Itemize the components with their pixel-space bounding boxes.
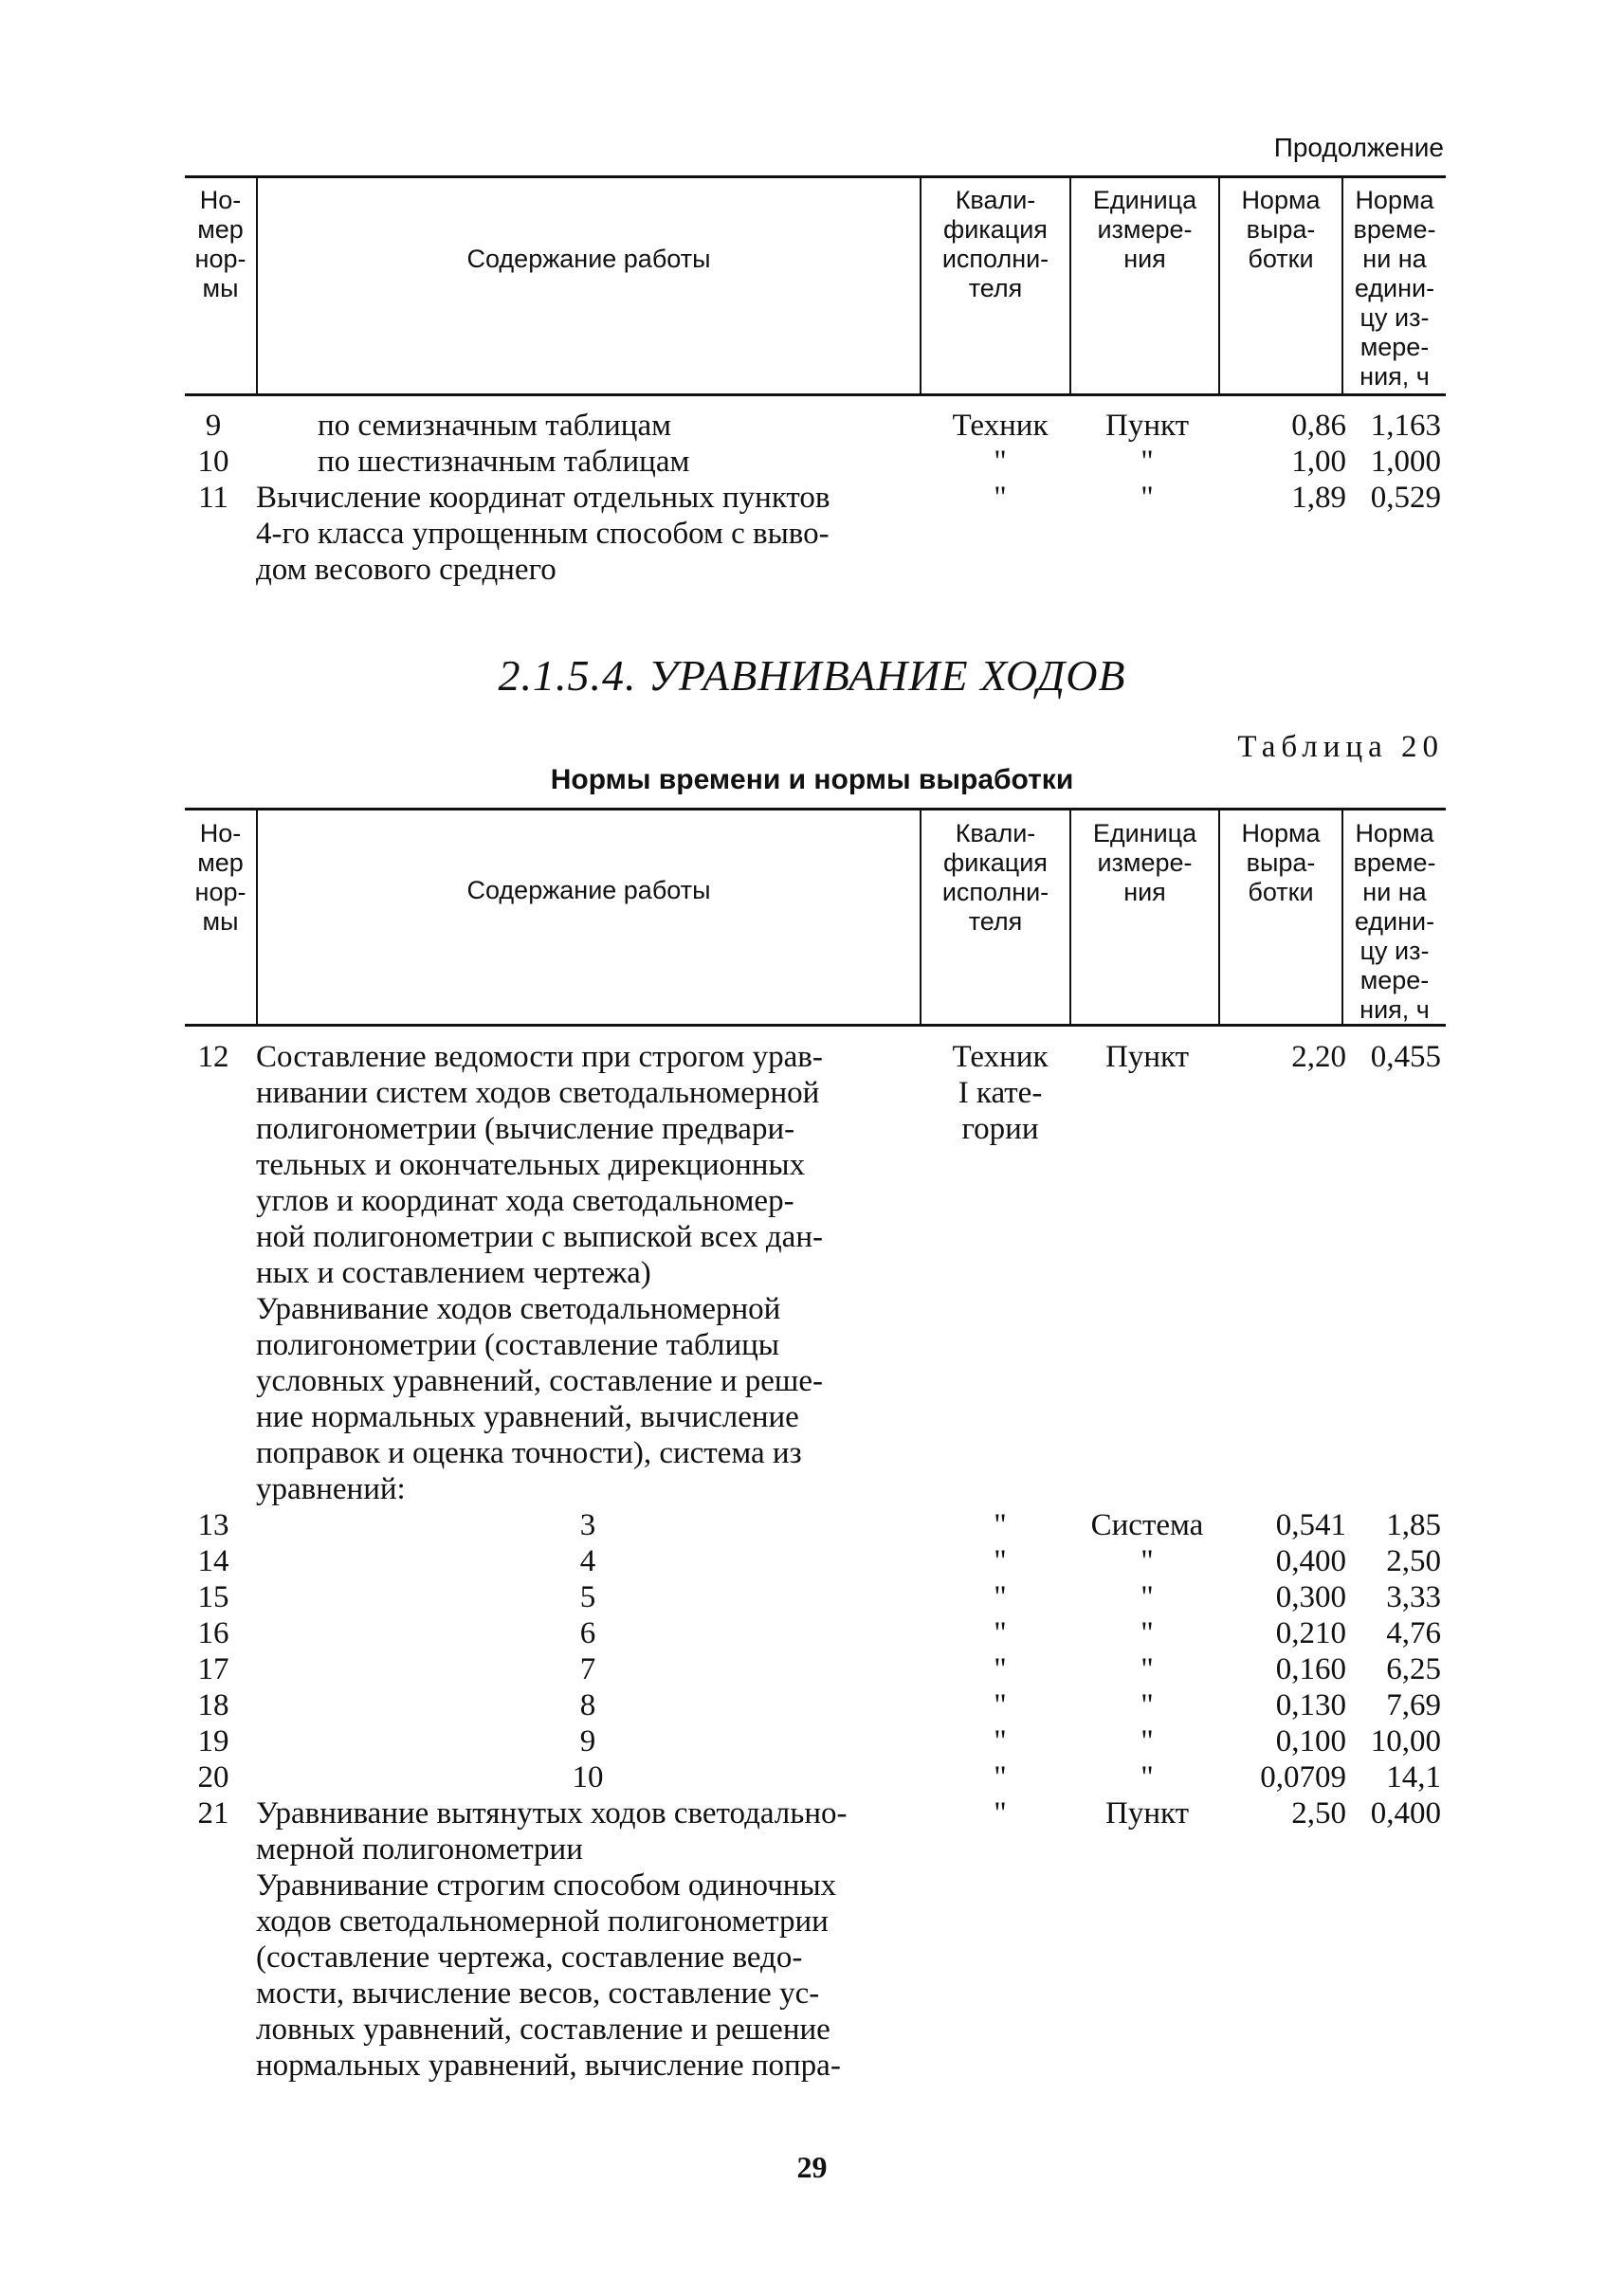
row-unit: "	[1140, 1580, 1154, 1614]
row-time: 0,455	[1370, 1040, 1441, 1074]
header-unit: Единица измере- ния	[1092, 186, 1197, 273]
row-unit: "	[1140, 1616, 1154, 1650]
system-intro-text: Уравнивание ходов светодальномерной полигонометрии (составление таблицы условных уравнений, составление и реше- ние нормальных уравнений, вычисление поправок и оценка точности), система из уравнений:	[256, 1292, 823, 1506]
row-time: 3,33	[1386, 1580, 1441, 1614]
continuation-label: Продолжение	[1273, 133, 1444, 162]
row-output: 0,0709	[1260, 1760, 1346, 1794]
row-qualification: "	[994, 1760, 1007, 1794]
row-time: 1,85	[1386, 1508, 1441, 1542]
row-unit: "	[1140, 1652, 1154, 1686]
row-number: 10	[197, 445, 229, 479]
row-time: 4,76	[1386, 1616, 1441, 1650]
row-qualification: "	[994, 445, 1007, 479]
row-unit: "	[1140, 445, 1154, 479]
row-number: 14	[197, 1544, 229, 1578]
header-time: Норма време- ни на едини- цу из- мере- ния, ч	[1353, 186, 1436, 391]
row-output: 0,130	[1275, 1688, 1346, 1722]
row-qualification: "	[994, 1616, 1007, 1650]
row-time: 14,1	[1386, 1760, 1441, 1794]
header-time: Норма време- ни на едини- цу из- мере- ния, ч	[1353, 819, 1436, 1024]
row-number: 19	[197, 1724, 229, 1758]
row-equations: 4	[579, 1544, 596, 1578]
row-output: 0,300	[1275, 1580, 1346, 1614]
table-caption: Нормы времени и нормы выработки	[550, 764, 1074, 795]
row-qualification: Техник I кате- гории	[952, 1040, 1049, 1146]
row-text: Составление ведомости при строгом урав- нивании систем ходов светодальномерной полигонометрии (вычисление предвари- тельных и окончательных дирекционных углов и координат хода светодальномер- ной полигонометрии с выпиской всех дан- ных и составлением чертежа)	[256, 1040, 823, 1290]
row-unit: Пункт	[1104, 1796, 1189, 1831]
row-qualification: "	[994, 1580, 1007, 1614]
row-unit: "	[1140, 1760, 1154, 1794]
row-unit: "	[1140, 1724, 1154, 1758]
row-output: 0,400	[1275, 1544, 1346, 1578]
row-output: 2,50	[1291, 1796, 1346, 1831]
row-qualification: "	[994, 1796, 1007, 1831]
row-output: 0,210	[1275, 1616, 1346, 1650]
row-number: 17	[197, 1652, 229, 1686]
row-qualification: Техник	[952, 409, 1049, 443]
row-number: 20	[197, 1760, 229, 1794]
row-equations: 5	[579, 1580, 596, 1614]
row-output: 1,00	[1291, 445, 1346, 479]
row-number: 15	[197, 1580, 229, 1614]
row-output: 0,541	[1275, 1508, 1346, 1542]
row-time: 0,400	[1370, 1796, 1441, 1831]
row-qualification: "	[994, 481, 1007, 515]
row-text: Вычисление координат отдельных пунктов 4-го класса упрощенным способом с выво- дом весового среднего	[256, 481, 830, 587]
row-equations: 6	[579, 1616, 596, 1650]
row-number: 9	[205, 409, 222, 443]
row-number: 11	[198, 481, 228, 515]
header-unit: Единица измере- ния	[1092, 819, 1197, 906]
row-unit: "	[1140, 1544, 1154, 1578]
header-qualification: Квали- фикация исполни- теля	[941, 819, 1049, 936]
row-number: 12	[197, 1040, 229, 1074]
row-text: Уравнивание вытянутых ходов светодально- мерной полигонометрии	[256, 1796, 848, 1867]
row-number: 18	[197, 1688, 229, 1722]
row-equations: 10	[572, 1760, 604, 1794]
row-time: 6,25	[1386, 1652, 1441, 1686]
row-number: 21	[197, 1796, 229, 1831]
table-label: Таблица 20	[1237, 730, 1444, 764]
row-number: 13	[197, 1508, 229, 1542]
row-qualification: "	[994, 1652, 1007, 1686]
header-qualification: Квали- фикация исполни- теля	[941, 186, 1049, 302]
row-qualification: "	[994, 1724, 1007, 1758]
row-equations: 8	[579, 1688, 596, 1722]
row-qualification: "	[994, 1688, 1007, 1722]
row-text: по семизначным таблицам	[318, 409, 671, 443]
row-equations: 3	[579, 1508, 596, 1542]
row-time: 7,69	[1386, 1688, 1441, 1722]
row-number: 16	[197, 1616, 229, 1650]
row-equations: 7	[579, 1652, 596, 1686]
row-text: по шестизначным таблицам	[318, 445, 690, 479]
row-output: 0,160	[1275, 1652, 1346, 1686]
row-qualification: "	[994, 1544, 1007, 1578]
row-output: 1,89	[1291, 481, 1346, 515]
header-content: Содержание работы	[466, 876, 711, 904]
header-content: Содержание работы	[466, 245, 711, 273]
row-time: 2,50	[1386, 1544, 1441, 1578]
header-output: Норма выра- ботки	[1241, 186, 1321, 273]
row-time: 10,00	[1370, 1724, 1441, 1758]
header-output: Норма выра- ботки	[1241, 819, 1321, 906]
section-title: 2.1.5.4. УРАВНИВАНИЕ ХОДОВ	[498, 651, 1126, 700]
row-qualification: "	[994, 1508, 1007, 1542]
row-output: 2,20	[1291, 1040, 1346, 1074]
tail-paragraph: Уравнивание строгим способом одиночных ходов светодальномерной полигонометрии (составление чертежа, составление ведо- мости, вычисление весов, составление ус- ловных уравнений, составление и решение нормальных уравнений, вычисление попра-	[256, 1868, 841, 2083]
header-number: Но- мер нор- мы	[194, 819, 246, 936]
row-time: 1,163	[1370, 409, 1441, 443]
row-time: 0,529	[1370, 481, 1441, 515]
row-unit: Пункт	[1104, 409, 1189, 443]
row-time: 1,000	[1370, 445, 1441, 479]
page-number: 29	[796, 2150, 828, 2184]
row-equations: 9	[579, 1724, 596, 1758]
row-output: 0,86	[1291, 409, 1346, 443]
header-number: Но- мер нор- мы	[194, 186, 246, 302]
row-unit: Система	[1090, 1508, 1204, 1542]
row-unit: "	[1140, 481, 1154, 515]
row-unit: "	[1140, 1688, 1154, 1722]
row-output: 0,100	[1275, 1724, 1346, 1758]
row-unit: Пункт	[1104, 1040, 1189, 1074]
